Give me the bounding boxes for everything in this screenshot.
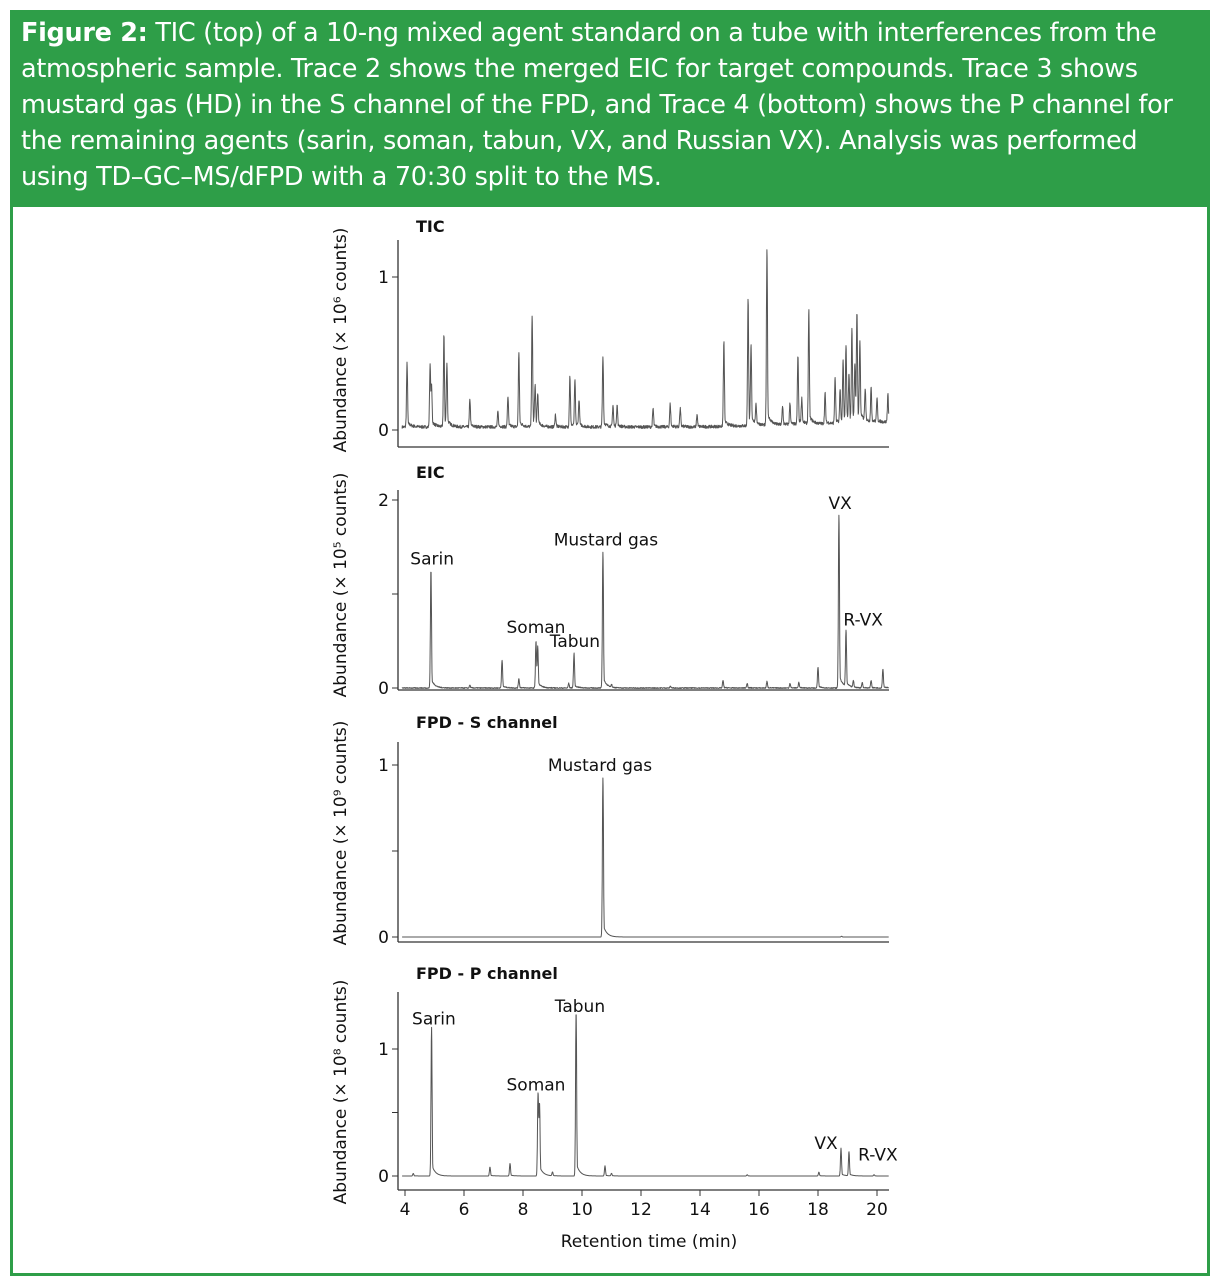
y-tick-label: 1 — [378, 268, 389, 288]
peak-label: Sarin — [412, 1009, 456, 1030]
y-axis-label: Abundance (× 10⁸ counts) — [331, 979, 351, 1205]
peak-label: Mustard gas — [553, 530, 659, 551]
chart-panel-1 — [331, 463, 889, 699]
x-tick-label: 20 — [866, 1200, 888, 1220]
peak-label: R-VX — [843, 610, 883, 631]
y-tick-label: 2 — [378, 491, 389, 511]
chromatogram-trace — [402, 250, 889, 429]
x-tick-label: 16 — [748, 1200, 770, 1220]
peak-label: Tabun — [554, 996, 606, 1017]
y-tick-label: 0 — [378, 928, 389, 948]
y-tick-label: 1 — [378, 756, 389, 776]
y-tick-label: 1 — [378, 1040, 389, 1060]
y-axis-label: Abundance (× 10⁵ counts) — [331, 472, 351, 698]
peak-label: Soman — [506, 1075, 566, 1096]
peak-label: Soman — [506, 617, 566, 638]
y-axis-label: Abundance (× 10⁶ counts) — [331, 227, 351, 453]
x-tick-label: 8 — [517, 1200, 529, 1220]
y-tick-label: 0 — [378, 679, 389, 699]
peak-label: Mustard gas — [547, 756, 653, 776]
peak-label: VX — [814, 1133, 838, 1154]
y-tick-label: 0 — [378, 421, 389, 441]
y-tick-label: 0 — [378, 1167, 389, 1187]
peak-label: VX — [828, 493, 852, 514]
caption-label: Figure 2: — [21, 18, 148, 48]
peak-label: Sarin — [410, 549, 454, 570]
y-axis-label: Abundance (× 10⁹ counts) — [331, 720, 351, 946]
peak-label: R-VX — [858, 1145, 898, 1166]
caption-text: TIC (top) of a 10-ng mixed agent standard on a tube with interferences from the atmospheric sample. Trace 2 shows the merged EIC for target compounds. Trace 3 shows mustard gas (HD) in the S channel of the FPD, and Trace 4 (bottom) shows the P channel for the remaining agents (sarin, soman, tabun, VX, and Russian VX). Analysis was performed using TD–GC–MS/dFPD with a 70:30 split to the MS. — [21, 18, 1173, 192]
panel-title: FPD - P channel — [416, 964, 558, 983]
x-tick-label: 12 — [630, 1200, 652, 1220]
panel-title: EIC — [416, 463, 445, 482]
panel-title: FPD - S channel — [416, 713, 558, 732]
chromatogram-trace — [402, 778, 889, 937]
panel-title: TIC — [416, 217, 445, 236]
chart-panel-2 — [331, 713, 889, 948]
x-tick-label: 6 — [458, 1200, 470, 1220]
x-tick-label: 18 — [807, 1200, 829, 1220]
x-axis-label: Retention time (min) — [560, 1232, 738, 1252]
x-tick-label: 14 — [689, 1200, 711, 1220]
x-tick-label: 4 — [399, 1200, 411, 1220]
peak-label: Tabun — [549, 632, 601, 652]
x-tick-label: 10 — [571, 1200, 593, 1220]
chart-panel-0 — [331, 217, 889, 452]
chart-panel-3 — [331, 964, 898, 1252]
